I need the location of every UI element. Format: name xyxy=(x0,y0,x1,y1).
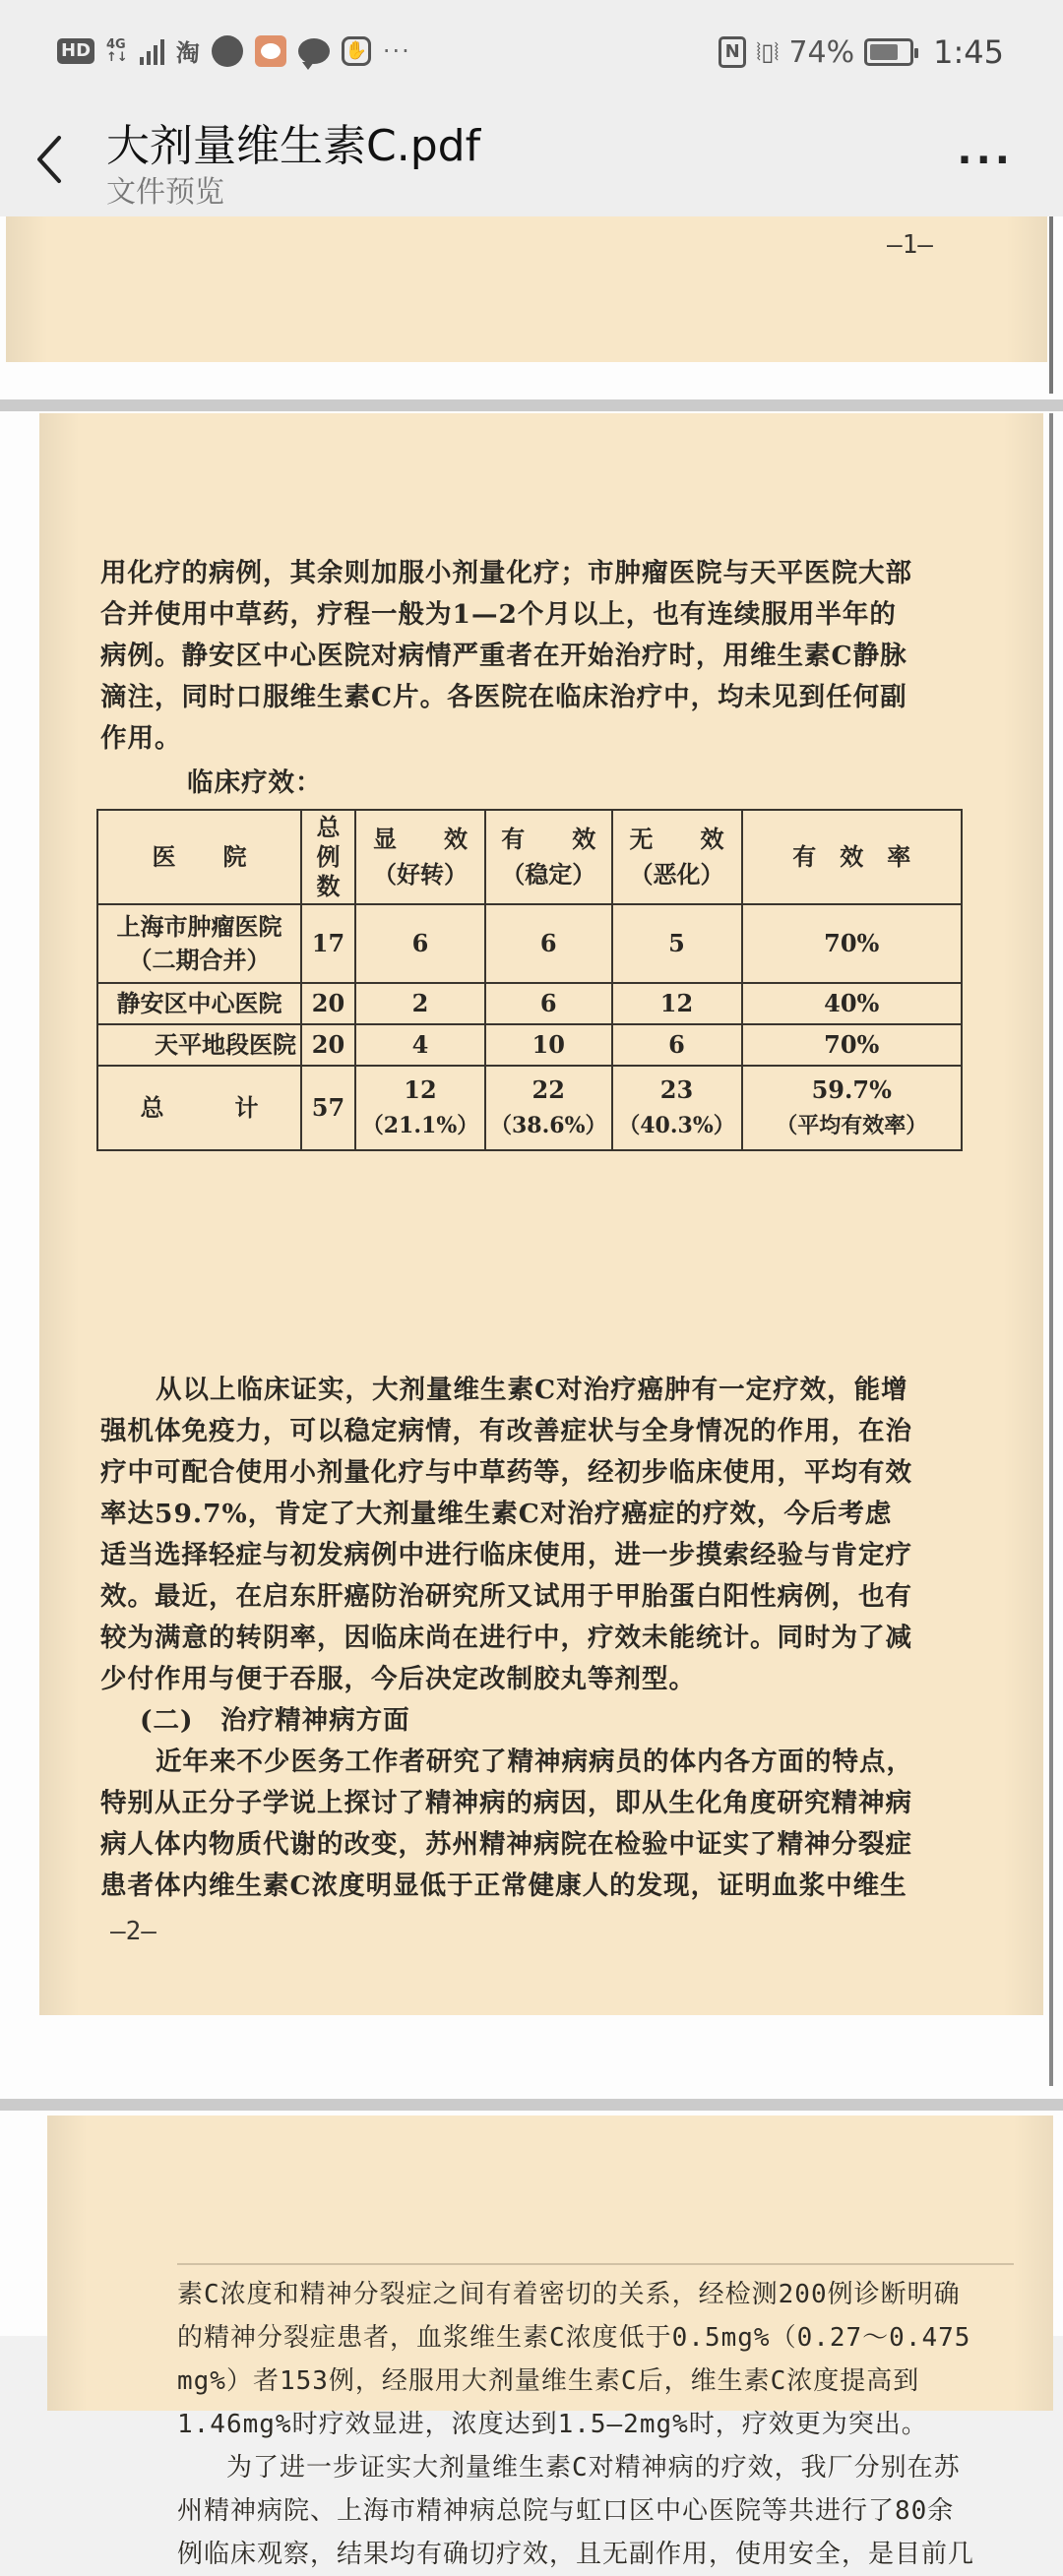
more-options-button[interactable]: ··· xyxy=(957,138,1014,183)
taobao-icon: 淘 xyxy=(175,39,200,67)
table-row xyxy=(97,1024,962,1066)
cell-effective: 6 xyxy=(485,904,612,983)
clock: 1:45 xyxy=(933,33,1004,71)
pdf-page-3 xyxy=(47,2116,1053,2569)
page2-paragraph-2: 从以上临床证实，大剂量维生素C对治疗癌肿有一定疗效，能增 强机体免疫力，可以稳定病情，有改善症状与全身情况的作用，在治 疗中可配合使用小剂量化疗与中草药等，经初步临床使用，平均有效 率达59.7%，肯定了大剂量维生素C对治疗癌症的疗效，今后考虑 适当选择轻症与初发病例中进行临床使用，进一步摸索经验与肯定疗 效。最近，在启东肝癌防治研究所又试用于甲胎蛋白阳性病例，也有 较为满意的转阴率，因临床尚在进行中，疗效未能统计。同时为了减 少付作用与便于吞服，今后决定改制胶丸等剂型。 (二) 治疗精神病方面 近年来不少医务工作者研究了精神病病员的体内各方面的特点， 特别从正分子学说上探讨了精神病的病因，即从生化角度研究精神病 病人体内物质代谢的改变，苏州精神病院在检验中证实了精神分裂症 患者体内维生素C浓度明显低于正常健康人的发现，证明血浆中维生 xyxy=(100,1375,913,1901)
cell-marked: 4 xyxy=(355,1024,485,1066)
signal-bars-icon xyxy=(140,37,164,65)
table-header-row xyxy=(97,810,962,904)
cell-total: 57 xyxy=(301,1066,355,1150)
section-heading: (二) 治疗精神病方面 xyxy=(140,1705,410,1736)
header-rate: 有 效 率 xyxy=(742,810,963,904)
cell-ineffective: 5 xyxy=(612,904,742,983)
pdf-page-2 xyxy=(39,413,1043,2015)
table-total-row xyxy=(97,1066,962,1150)
battery-percent: 74% xyxy=(788,34,855,70)
document-subtitle: 文件预览 xyxy=(106,175,224,210)
cell-hospital: 上海市肿瘤医院 （二期合并） xyxy=(97,904,301,983)
cell-total-label: 总 计 xyxy=(97,1066,301,1150)
chevron-left-icon xyxy=(28,128,75,187)
cell-rate: 70% xyxy=(742,904,963,983)
hd-icon: HD xyxy=(57,38,94,64)
browser-icon xyxy=(212,35,243,67)
table-row xyxy=(97,983,962,1024)
cell-rate: 40% xyxy=(742,983,963,1024)
header-total: 总例数 xyxy=(301,810,355,904)
4g-signal-icon: 4G ↑↓ xyxy=(106,36,128,65)
header-effective: 有 效 （稳定） xyxy=(485,810,612,904)
cell-effective: 22 （38.6%） xyxy=(485,1066,612,1150)
table-caption: 临床疗效： xyxy=(187,767,323,798)
more-notifications-icon: ··· xyxy=(382,36,411,65)
header-hospital: 医 院 xyxy=(97,810,301,904)
message-app-icon xyxy=(255,35,286,67)
page-separator xyxy=(0,399,1063,411)
table-row xyxy=(97,904,962,983)
page-number: —1— xyxy=(887,230,933,260)
cell-rate: 59.7% （平均有效率） xyxy=(742,1066,963,1150)
page2-paragraph-1: 用化疗的病例，其余则加服小剂量化疗；市肿瘤医院与天平医院大部 合并使用中草药，疗程一般为1—2个月以上，也有连续服用半年的 病例。静安区中心医院对病情严重者在开始治疗时，用维生素C静脉 滴注，同时口服维生素C片。各医院在临床治疗中，均未见到任何副 作用。 xyxy=(100,558,912,754)
cell-ineffective: 6 xyxy=(612,1024,742,1066)
cell-total: 20 xyxy=(301,1024,355,1066)
vibrate-icon: ⦚▯⦚ xyxy=(756,38,780,66)
cell-marked: 12 （21.1%） xyxy=(355,1066,485,1150)
cell-hospital: 静安区中心医院 xyxy=(97,983,301,1024)
scroll-indicator[interactable] xyxy=(1049,413,1053,2086)
network-type-label: 4G xyxy=(106,36,126,52)
cell-ineffective: 23 （40.3%） xyxy=(612,1066,742,1150)
battery-icon xyxy=(864,38,913,66)
rule-line xyxy=(177,2263,1014,2265)
page-number: —2— xyxy=(110,1917,156,1946)
cell-effective: 6 xyxy=(485,983,612,1024)
cell-total: 17 xyxy=(301,904,355,983)
header-ineffective: 无 效 （恶化） xyxy=(612,810,742,904)
page3-text: 素C浓度和精神分裂症之间有着密切的关系，经检测200例诊断明确 的精神分裂症患者，血浆维生素C浓度低于0.5mg%（0.27～0.475 mg%）者153例，经服用大剂量维生素C后，维生素C浓度提高到 1.46mg%时疗效显进，浓度达到1.5—2mg%时，疗效更为突出。 为了进一步证实大剂量维生素C对精神病的疗效，我厂分别在苏 州精神病院、上海市精神病总院与虹口区中心医院等共进行了80余 例临床观察，结果均有确切疗效，且无副作用，使用安全，是目前几 xyxy=(177,2280,975,2569)
header-marked: 显 效 （好转） xyxy=(355,810,485,904)
document-title: 大剂量维生素C.pdf xyxy=(106,121,481,171)
pdf-viewer[interactable] xyxy=(0,216,1063,2569)
back-button[interactable] xyxy=(28,128,75,187)
clinical-results-table xyxy=(96,809,963,1151)
cell-marked: 2 xyxy=(355,983,485,1024)
cell-total: 20 xyxy=(301,983,355,1024)
chat-bubble-icon xyxy=(298,38,330,64)
status-bar xyxy=(0,0,1063,98)
nfc-icon: N xyxy=(719,36,746,68)
cell-marked: 6 xyxy=(355,904,485,983)
pdf-page-1 xyxy=(6,216,1047,362)
scroll-indicator[interactable] xyxy=(1049,216,1053,394)
hand-stop-icon: ✋ xyxy=(342,36,371,66)
page-separator xyxy=(0,2099,1063,2111)
cell-rate: 70% xyxy=(742,1024,963,1066)
cell-ineffective: 12 xyxy=(612,983,742,1024)
cell-effective: 10 xyxy=(485,1024,612,1066)
app-bar xyxy=(0,98,1063,216)
cell-hospital: 天平地段医院 xyxy=(97,1024,301,1066)
